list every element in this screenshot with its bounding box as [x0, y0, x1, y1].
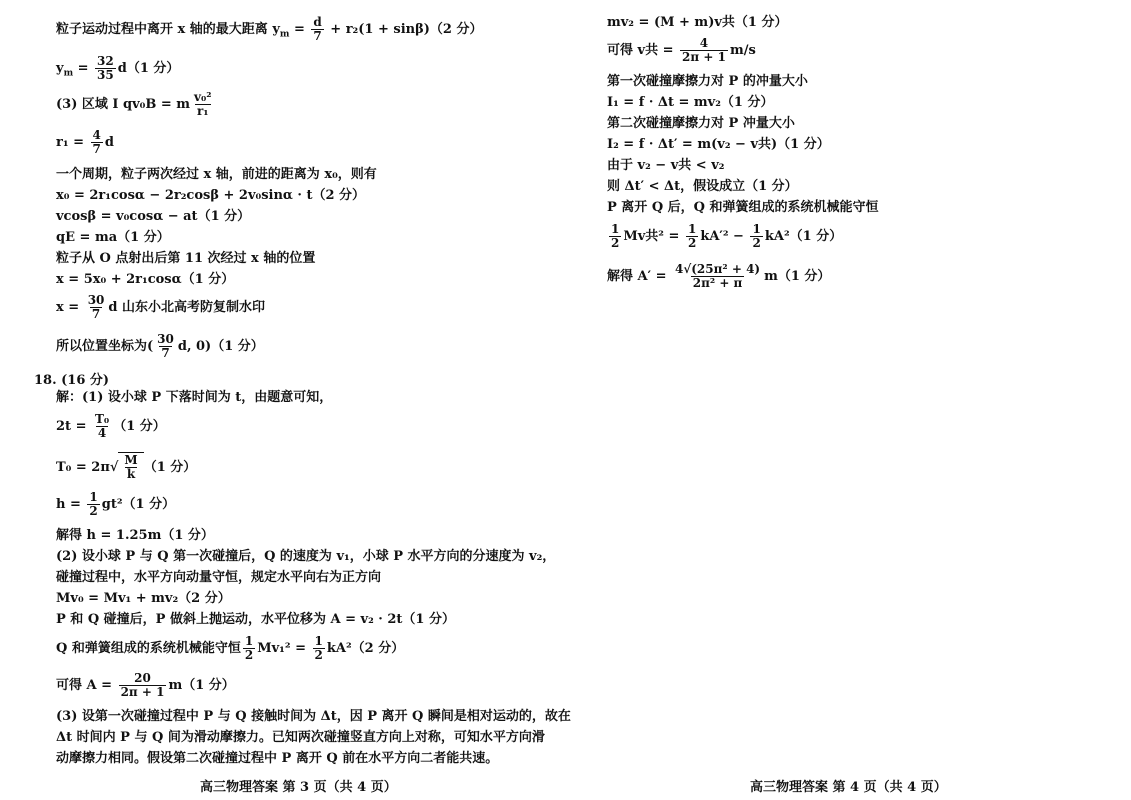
- text-line: 解：(1) 设小球 P 下落时间为 t，由题意可知，: [56, 390, 333, 405]
- text-line: 粒子从 O 点射出后第 11 次经过 x 轴的位置: [56, 251, 316, 266]
- text-line: 动摩擦力相同。假设第二次碰撞过程中 P 离开 Q 前在水平方向二者能共速。: [56, 751, 499, 766]
- text-line: qE = ma（1 分）: [56, 230, 170, 245]
- text-line: $\frac{1}{2}$ Mv共² = $\frac{1}{2}$ kA′² − $\frac{1}{2}$ kA²（1 分）: [611, 222, 843, 250]
- fraction: $\frac{1}{2}$: [314, 634, 323, 662]
- page-footer-left: 高三物理答案 第 3 页（共 4 页）: [200, 780, 397, 795]
- text-line: 可得 v共 = $\frac{4}{2\pi + 1}$ m/s: [607, 36, 756, 64]
- fraction: $\frac{32}{35}$: [97, 54, 114, 82]
- fraction: $\frac{20}{2\pi + 1}$: [120, 671, 165, 699]
- text-line: 第二次碰撞摩擦力对 P 冲量大小: [607, 116, 795, 131]
- text-line: 2t = $\frac{\text{T₀}}{4}$ （1 分）: [56, 412, 166, 440]
- text-line: I₁ = f · Δt = mv₂（1 分）: [607, 95, 774, 110]
- fraction: $\frac{1}{2}$: [752, 222, 761, 250]
- text-line: I₂ = f · Δt′ = m(v₂ − v共)（1 分）: [607, 137, 830, 152]
- text-line: 解得 A′ = $\frac{\text{4√(25π² + 4)}}{\text{2π² + π}}$ m（1 分）: [607, 262, 831, 290]
- fraction: $\frac{1}{2}$: [89, 490, 98, 518]
- text-line: x = $\frac{30}{7}$ d 山东小北高考防复制水印: [56, 293, 266, 321]
- fraction: $\frac{d}{7}$: [313, 15, 322, 43]
- fraction: $\frac{30}{7}$: [87, 293, 105, 321]
- text-line: 粒子运动过程中离开 x 轴的最大距离 $y_m$ = $\frac{d}{7}$ + r₂(1 + sinβ)（2 分）: [56, 15, 483, 43]
- fraction: $\frac{M}{k}$: [124, 453, 138, 481]
- text-line: 一个周期，粒子两次经过 x 轴，前进的距离为 x₀，则有: [56, 167, 377, 182]
- text-line: Q 和弹簧组成的系统机械能守恒 $\frac{1}{2}$ Mv₁² = $\frac{1}{2}$ kA²（2 分）: [56, 634, 405, 662]
- text-line: Δt 时间内 P 与 Q 间为滑动摩擦力。已知两次碰撞竖直方向上对称，可知水平方向滑: [56, 730, 545, 745]
- fraction: $\frac{1}{2}$: [244, 634, 254, 662]
- text-line: $y_m$ = $\frac{32}{35}$ d（1 分）: [56, 54, 180, 82]
- text-line: x = 5x₀ + 2r₁cosα（1 分）: [56, 272, 235, 287]
- fraction: $\frac{1}{2}$: [687, 222, 697, 250]
- text-line: 第一次碰撞摩擦力对 P 的冲量大小: [607, 74, 808, 89]
- question-header: 18. (16 分): [34, 373, 110, 388]
- text-line: 由于 v₂ − v共 < v₂: [607, 158, 725, 173]
- text-line: 碰撞过程中，水平方向动量守恒，规定水平向右为正方向: [56, 570, 382, 585]
- text-line: 解得 h = 1.25m（1 分）: [56, 528, 214, 543]
- fraction: $\frac{4}{2\pi + 1}$: [682, 36, 726, 64]
- text-line: Mv₀ = Mv₁ + mv₂（2 分）: [56, 591, 231, 606]
- text-line: P 离开 Q 后，Q 和弹簧组成的系统机械能守恒: [607, 200, 879, 215]
- page-footer-right: 高三物理答案 第 4 页（共 4 页）: [750, 780, 947, 795]
- text-line: (2) 设小球 P 与 Q 第一次碰撞后，Q 的速度为 v₁，小球 P 水平方向的分速度为 v₂，: [56, 549, 556, 564]
- text-line: (3) 区域 Ⅰ qv₀B = m $\frac{\text{v₀²}}{\text{r₁}}$: [56, 90, 212, 118]
- text-line: 可得 A = $\frac{20}{2\pi + 1}$ m（1 分）: [56, 671, 235, 699]
- text-line: P 和 Q 碰撞后，P 做斜上抛运动，水平位移为 A = v₂ · 2t（1 分）: [56, 612, 455, 627]
- text-line: mv₂ = (M + m)v共（1 分）: [607, 15, 788, 30]
- text-line: 则 Δt′ < Δt，假设成立（1 分）: [607, 179, 798, 194]
- text-line: r₁ = $\frac{4}{7}$ d: [56, 128, 114, 156]
- text-line: vcosβ = v₀cosα − at（1 分）: [56, 209, 251, 224]
- text-line: (3) 设第一次碰撞过程中 P 与 Q 接触时间为 Δt，因 P 离开 Q 瞬间是相对运动的，故在: [56, 709, 571, 724]
- text-line: x₀ = 2r₁cosα − 2r₂cosβ + 2v₀sinα · t（2 分）: [56, 188, 366, 203]
- text-line: T₀ = 2π√ $\frac{M}{k}$ （1 分）: [56, 453, 197, 481]
- text-line: 所以位置坐标为( $\frac{30}{7}$ d, 0)（1 分）: [56, 332, 264, 360]
- fraction: $\frac{\text{T₀}}{4}$: [95, 412, 110, 440]
- fraction: $\frac{\text{4√(25π² + 4)}}{\text{2π² + π}}$: [675, 262, 761, 290]
- fraction: $\frac{1}{2}$: [611, 222, 620, 250]
- fraction: $\frac{30}{7}$: [157, 332, 174, 360]
- text-line: h = $\frac{1}{2}$ gt²（1 分）: [56, 490, 176, 518]
- fraction: $\frac{4}{7}$: [92, 128, 101, 156]
- fraction: $\frac{\text{v₀²}}{\text{r₁}}$: [194, 90, 212, 118]
